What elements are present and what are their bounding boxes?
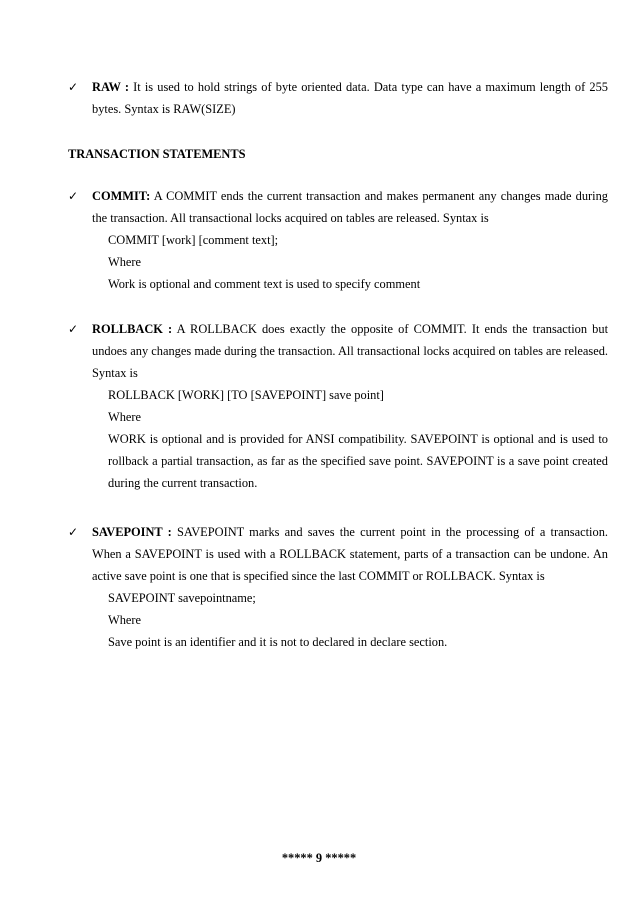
rollback-explanation: WORK is optional and is provided for ANSI compatibility. SAVEPOINT is optional and is used to rollback a partial transaction, as far as the specified save point. SAVEPOINT is a save point created during the current transaction. xyxy=(108,432,608,490)
section-heading: TRANSACTION STATEMENTS xyxy=(68,147,246,161)
savepoint-item xyxy=(68,521,608,653)
rollback-where: Where xyxy=(108,410,142,424)
commit-term: COMMIT: xyxy=(92,189,151,203)
rollback-text: A ROLLBACK does exactly the opposite of COMMIT. It ends the transaction but undoes any changes made during the transaction. All transactional locks acquired on tables are released. Syntax is xyxy=(92,322,609,380)
check-icon: ✓ xyxy=(68,322,79,336)
savepoint-term: SAVEPOINT : xyxy=(92,525,172,539)
commit-paragraph xyxy=(92,185,608,229)
rollback-content xyxy=(68,318,608,494)
savepoint-syntax: SAVEPOINT savepointname; xyxy=(108,591,256,605)
check-icon: ✓ xyxy=(68,80,79,94)
rollback-term: ROLLBACK : xyxy=(92,322,173,336)
raw-paragraph xyxy=(68,76,608,120)
savepoint-where: Where xyxy=(108,613,142,627)
commit-explanation: Work is optional and comment text is used to specify comment xyxy=(108,277,421,291)
commit-syntax: COMMIT [work] [comment text]; xyxy=(108,233,279,247)
raw-item xyxy=(68,76,608,120)
rollback-item xyxy=(68,318,608,494)
commit-item xyxy=(68,185,608,295)
page-footer: ***** 9 ***** xyxy=(281,851,357,865)
savepoint-content xyxy=(68,521,608,653)
commit-text: A COMMIT ends the current transaction and makes permanent any changes made during the transaction. All transactional locks acquired on tables are released. Syntax is xyxy=(92,189,608,225)
savepoint-paragraph xyxy=(92,521,608,587)
commit-content xyxy=(68,185,608,295)
rollback-paragraph xyxy=(92,318,608,384)
check-icon: ✓ xyxy=(68,189,79,203)
savepoint-text: SAVEPOINT marks and saves the current point in the processing of a transaction. When a SAVEPOINT is used with a ROLLBACK statement, parts of a transaction can be undone. An active save point is one that is specified since the last COMMIT or ROLLBACK. Syntax is xyxy=(92,525,608,583)
raw-term: RAW : xyxy=(92,80,129,94)
savepoint-explanation: Save point is an identifier and it is not to declared in declare section. xyxy=(108,635,448,649)
raw-text: It is used to hold strings of byte oriented data. Data type can have a maximum length of 255 bytes. Syntax is RAW(SIZE) xyxy=(92,80,608,116)
check-icon: ✓ xyxy=(68,525,79,539)
rollback-syntax: ROLLBACK [WORK] [TO [SAVEPOINT] save point] xyxy=(108,388,384,402)
commit-where: Where xyxy=(108,255,142,269)
